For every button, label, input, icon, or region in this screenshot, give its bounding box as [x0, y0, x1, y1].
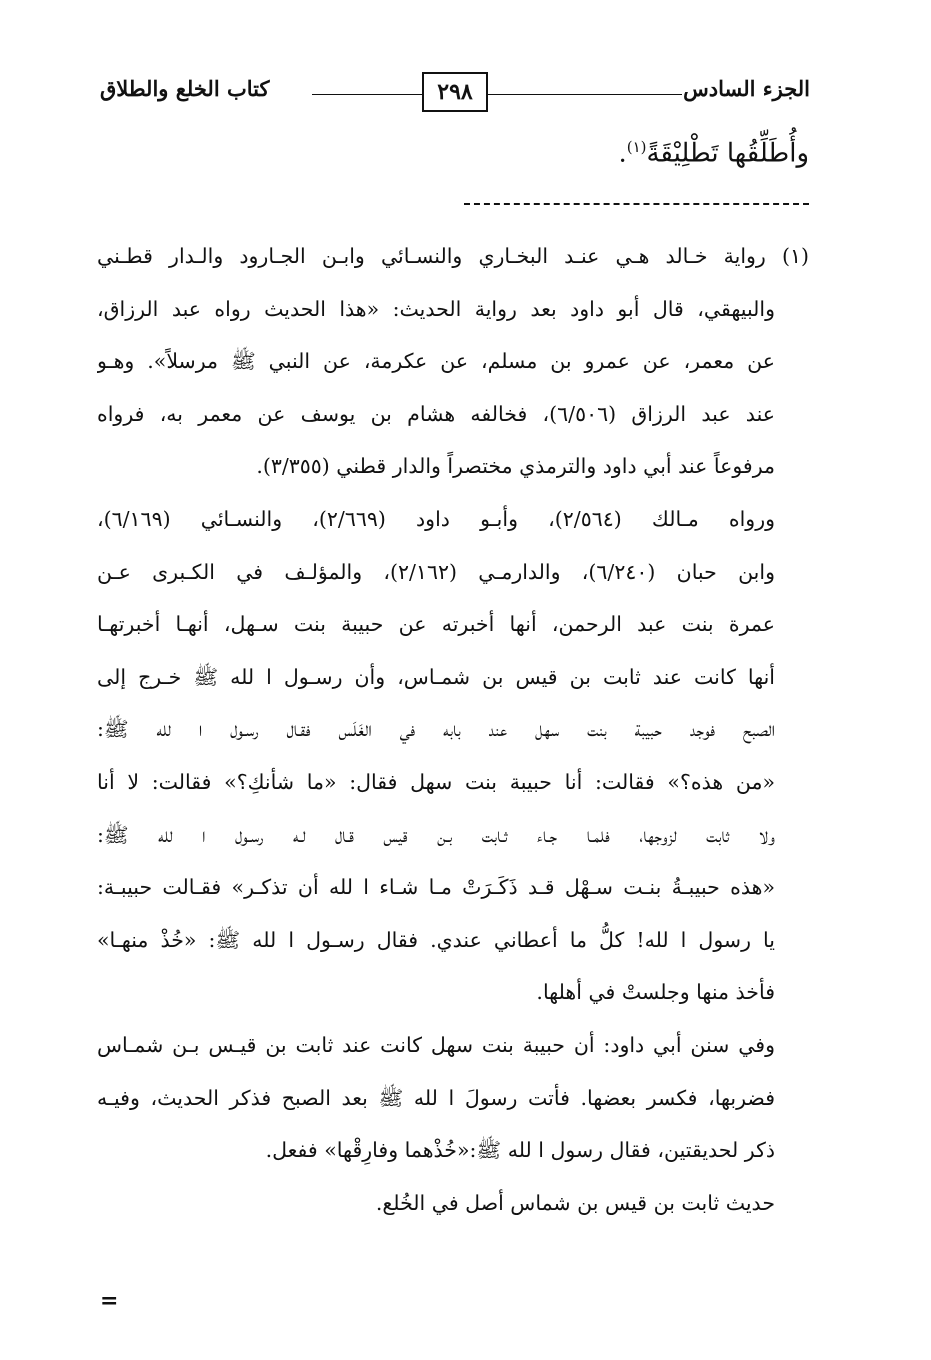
- footnote-line: «من هذه؟» فقالت: أنا حبيبة بنت سهل فقال: «ما شأنكِ؟» فقالت: لا أنا: [97, 769, 775, 794]
- footnote-line: وابن حبان (٦/٢٤٠)، والدارمـي (٢/١٦٢)، والمؤلـف في الكـبرى عـن: [97, 559, 775, 584]
- footnote-line: وفي سنن أبي داود: أن حبيبة بنت سهل كانت عند ثابت بن قيـس بـن شمـاس: [97, 1032, 775, 1057]
- footnote-line: «هذه حبيبـةُ بنـت سـهْل قـد ذَكَـرَتْ مـا شـاء ا لله أن تذكـر» فقـالت حبيبـة:: [97, 875, 775, 900]
- footnote-line: عند عبد الرزاق (٦/٥٠٦)، فخالفه هشام بن يوسف عن معمر به، فرواه: [97, 401, 775, 426]
- footnote-reference: (١): [626, 138, 647, 156]
- volume-title: الجزء السادس: [683, 76, 810, 101]
- footnote-line: يا رسول ا لله! كلُّ ما أعطاني عندي. فقال رسـول ا لله ﷺ: «خُذْ منهـا»: [97, 927, 775, 952]
- header-rule-left: [312, 94, 422, 95]
- footnote-line: عمرة بنت عبد الرحمن، أنها أخبرته عن حبيبة بنت سـهل، أنهـا أخبرتهـا: [97, 612, 775, 637]
- running-head: [100, 66, 810, 114]
- continuation-mark: =: [100, 1288, 119, 1314]
- footnote-separator: [464, 203, 809, 205]
- footnote-line: فأخذ منها وجلستْ في أهلها.: [536, 980, 775, 1005]
- footnote-line: حديث ثابت بن قيس بن شماس أصل في الخُلع.: [375, 1190, 775, 1215]
- footnote-line: ذكر لحديقتين، فقال رسول ا لله ﷺ:«خُذْهما وفارِقْها» ففعل.: [265, 1138, 775, 1163]
- footnote-line: عن معمر، عن عمرو بن مسلم، عن عكرمة، عن النبي ﷺ مرسلاً». وهـو: [97, 349, 775, 374]
- footnotes: [97, 230, 809, 1229]
- header-rule-right: [486, 94, 682, 95]
- page-number: ٢٩٨: [422, 72, 488, 112]
- footnote-line: مرفوعاً عند أبي داود والترمذي مختصراً والدار قطني (٣/٣٥٥).: [256, 454, 775, 479]
- footnote-line: ورواه مـالك (٢/٥٦٤)، وأبـو داود (٢/٦٦٩)، والنسـائي (٦/١٦٩)،: [97, 506, 776, 531]
- main-text-body: وأُطَلِّقُها تَطْلِيْقَةً: [646, 138, 809, 169]
- footnote-line: ولا ثابت لزوجها، فلمـا جـاء ثـابت بـن قيس قـال لـه رسـول ا لله ﷺ:: [97, 822, 776, 847]
- footnote-line: أنها كانت عند ثابت بن قيس بن شمـاس، وأن رسـول ا لله ﷺ خـرج إلى: [97, 664, 775, 689]
- footnote-line: (١) رواية خـالد هـي عنـد البخـاري والنسـائي وابـن الجـارود والـدار قطـني: [97, 244, 809, 268]
- main-text-period: .: [618, 138, 627, 169]
- chapter-title: كتاب الخلع والطلاق: [100, 76, 270, 101]
- footnote-line: والبيهقي، قال أبو داود بعد رواية الحديث: «هذا الحديث رواه عبد الرزاق،: [97, 296, 775, 321]
- main-text: [618, 138, 809, 169]
- footnote-line: فضربها، فكسر بعضها. فأتت رسولَ ا لله ﷺ بعد الصبح فذكر الحديث، وفيـه: [97, 1085, 775, 1110]
- footnote-line: الصبح فوجد حبيبة بنت سهل عند بابه في الغَلَس فقـال رسـول ا لله ﷺ:: [97, 717, 775, 742]
